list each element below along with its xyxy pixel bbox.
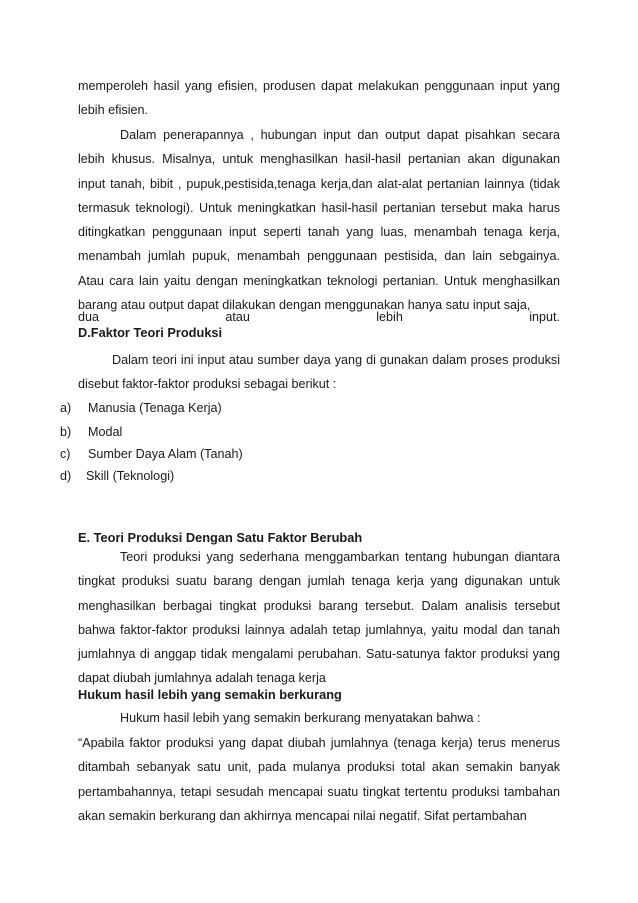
paragraph-penerapan-last-line: dua atau lebih input. bbox=[78, 310, 560, 324]
paragraph-intro: memperoleh hasil yang efisien, produsen dapat melakukan penggunaan input yang lebih efisien. bbox=[78, 79, 560, 118]
list-item bbox=[60, 398, 222, 418]
list-text: Modal bbox=[88, 425, 123, 439]
paragraph-penerapan: Dalam penerapannya , hubungan input dan output dapat pisahkan secara lebih khusus. Misalnya, untuk menghasilkan hasil-hasil pertanian akan digunakan input tanah, bibit , pupuk,pestisida,tenaga kerja,dan alat-alat pertanian lainnya (tidak termasuk teknologi). Untuk meningkatkan hasil-hasil pertanian tersebut maka harus ditingkatkan penggunaan input seperti tanah yang luas, menambah tenaga kerja, menambah jumlah pupuk, menambah penggunaan pestisida, dan lain sebgainya. Atau cara lain yaitu dengan meningkatkan teknologi pertanian. Untuk menghasilkan barang atau output dapat dilakukan dengan menggunakan hanya satu input saja, bbox=[78, 128, 560, 313]
heading-teori-produksi-satu-faktor: E. Teori Produksi Dengan Satu Faktor Berubah bbox=[78, 530, 363, 545]
list-marker: a) bbox=[60, 401, 72, 415]
paragraph-teori-produksi: Teori produksi yang sederhana menggambarkan tentang hubungan diantara tingkat produksi suatu barang dengan jumlah tenaga kerja yang digunakan untuk menghasilkan berbagai tingkat produksi barang tersebut. Dalam analisis tersebut bahwa faktor-faktor produksi lainnya adalah tetap jumlahnya, yaitu modal dan tanah jumlahnya di anggap tidak mengalami perubahan. Satu-satunya faktor produksi yang dapat diubah jumlahnya adalah tenaga kerja bbox=[78, 550, 560, 686]
heading-faktor-teori-produksi: D.Faktor Teori Produksi bbox=[78, 325, 223, 340]
list-item bbox=[60, 422, 122, 442]
list-text: Manusia (Tenaga Kerja) bbox=[88, 401, 222, 415]
list-marker: d) bbox=[60, 469, 72, 483]
list-text: Skill (Teknologi) bbox=[86, 469, 175, 483]
list-marker: c) bbox=[60, 447, 71, 461]
list-marker: b) bbox=[60, 425, 72, 439]
paragraph-hukum-intro: Hukum hasil lebih yang semakin berkurang menyatakan bahwa : bbox=[120, 711, 481, 725]
paragraph-hukum-quote: “Apabila faktor produksi yang dapat diubah jumlahnya (tenaga kerja) terus menerus ditambah sebanyak satu unit, pada mulanya produksi total akan semakin banyak pertambahannya, tetapi sesudah mencapai suatu tingkat tertentu produksi tambahan akan semakin berkurang dan akhirnya mencapai nilai negatif. Sifat pertambahan bbox=[78, 736, 560, 823]
heading-hukum-hasil-lebih: Hukum hasil lebih yang semakin berkurang bbox=[78, 687, 342, 702]
paragraph-faktor-produksi: Dalam teori ini input atau sumber daya yang di gunakan dalam proses produksi disebut faktor-faktor produksi sebagai berikut : bbox=[78, 353, 560, 392]
list-item bbox=[60, 444, 243, 464]
list-item bbox=[60, 466, 174, 486]
list-text: Sumber Daya Alam (Tanah) bbox=[88, 447, 243, 461]
